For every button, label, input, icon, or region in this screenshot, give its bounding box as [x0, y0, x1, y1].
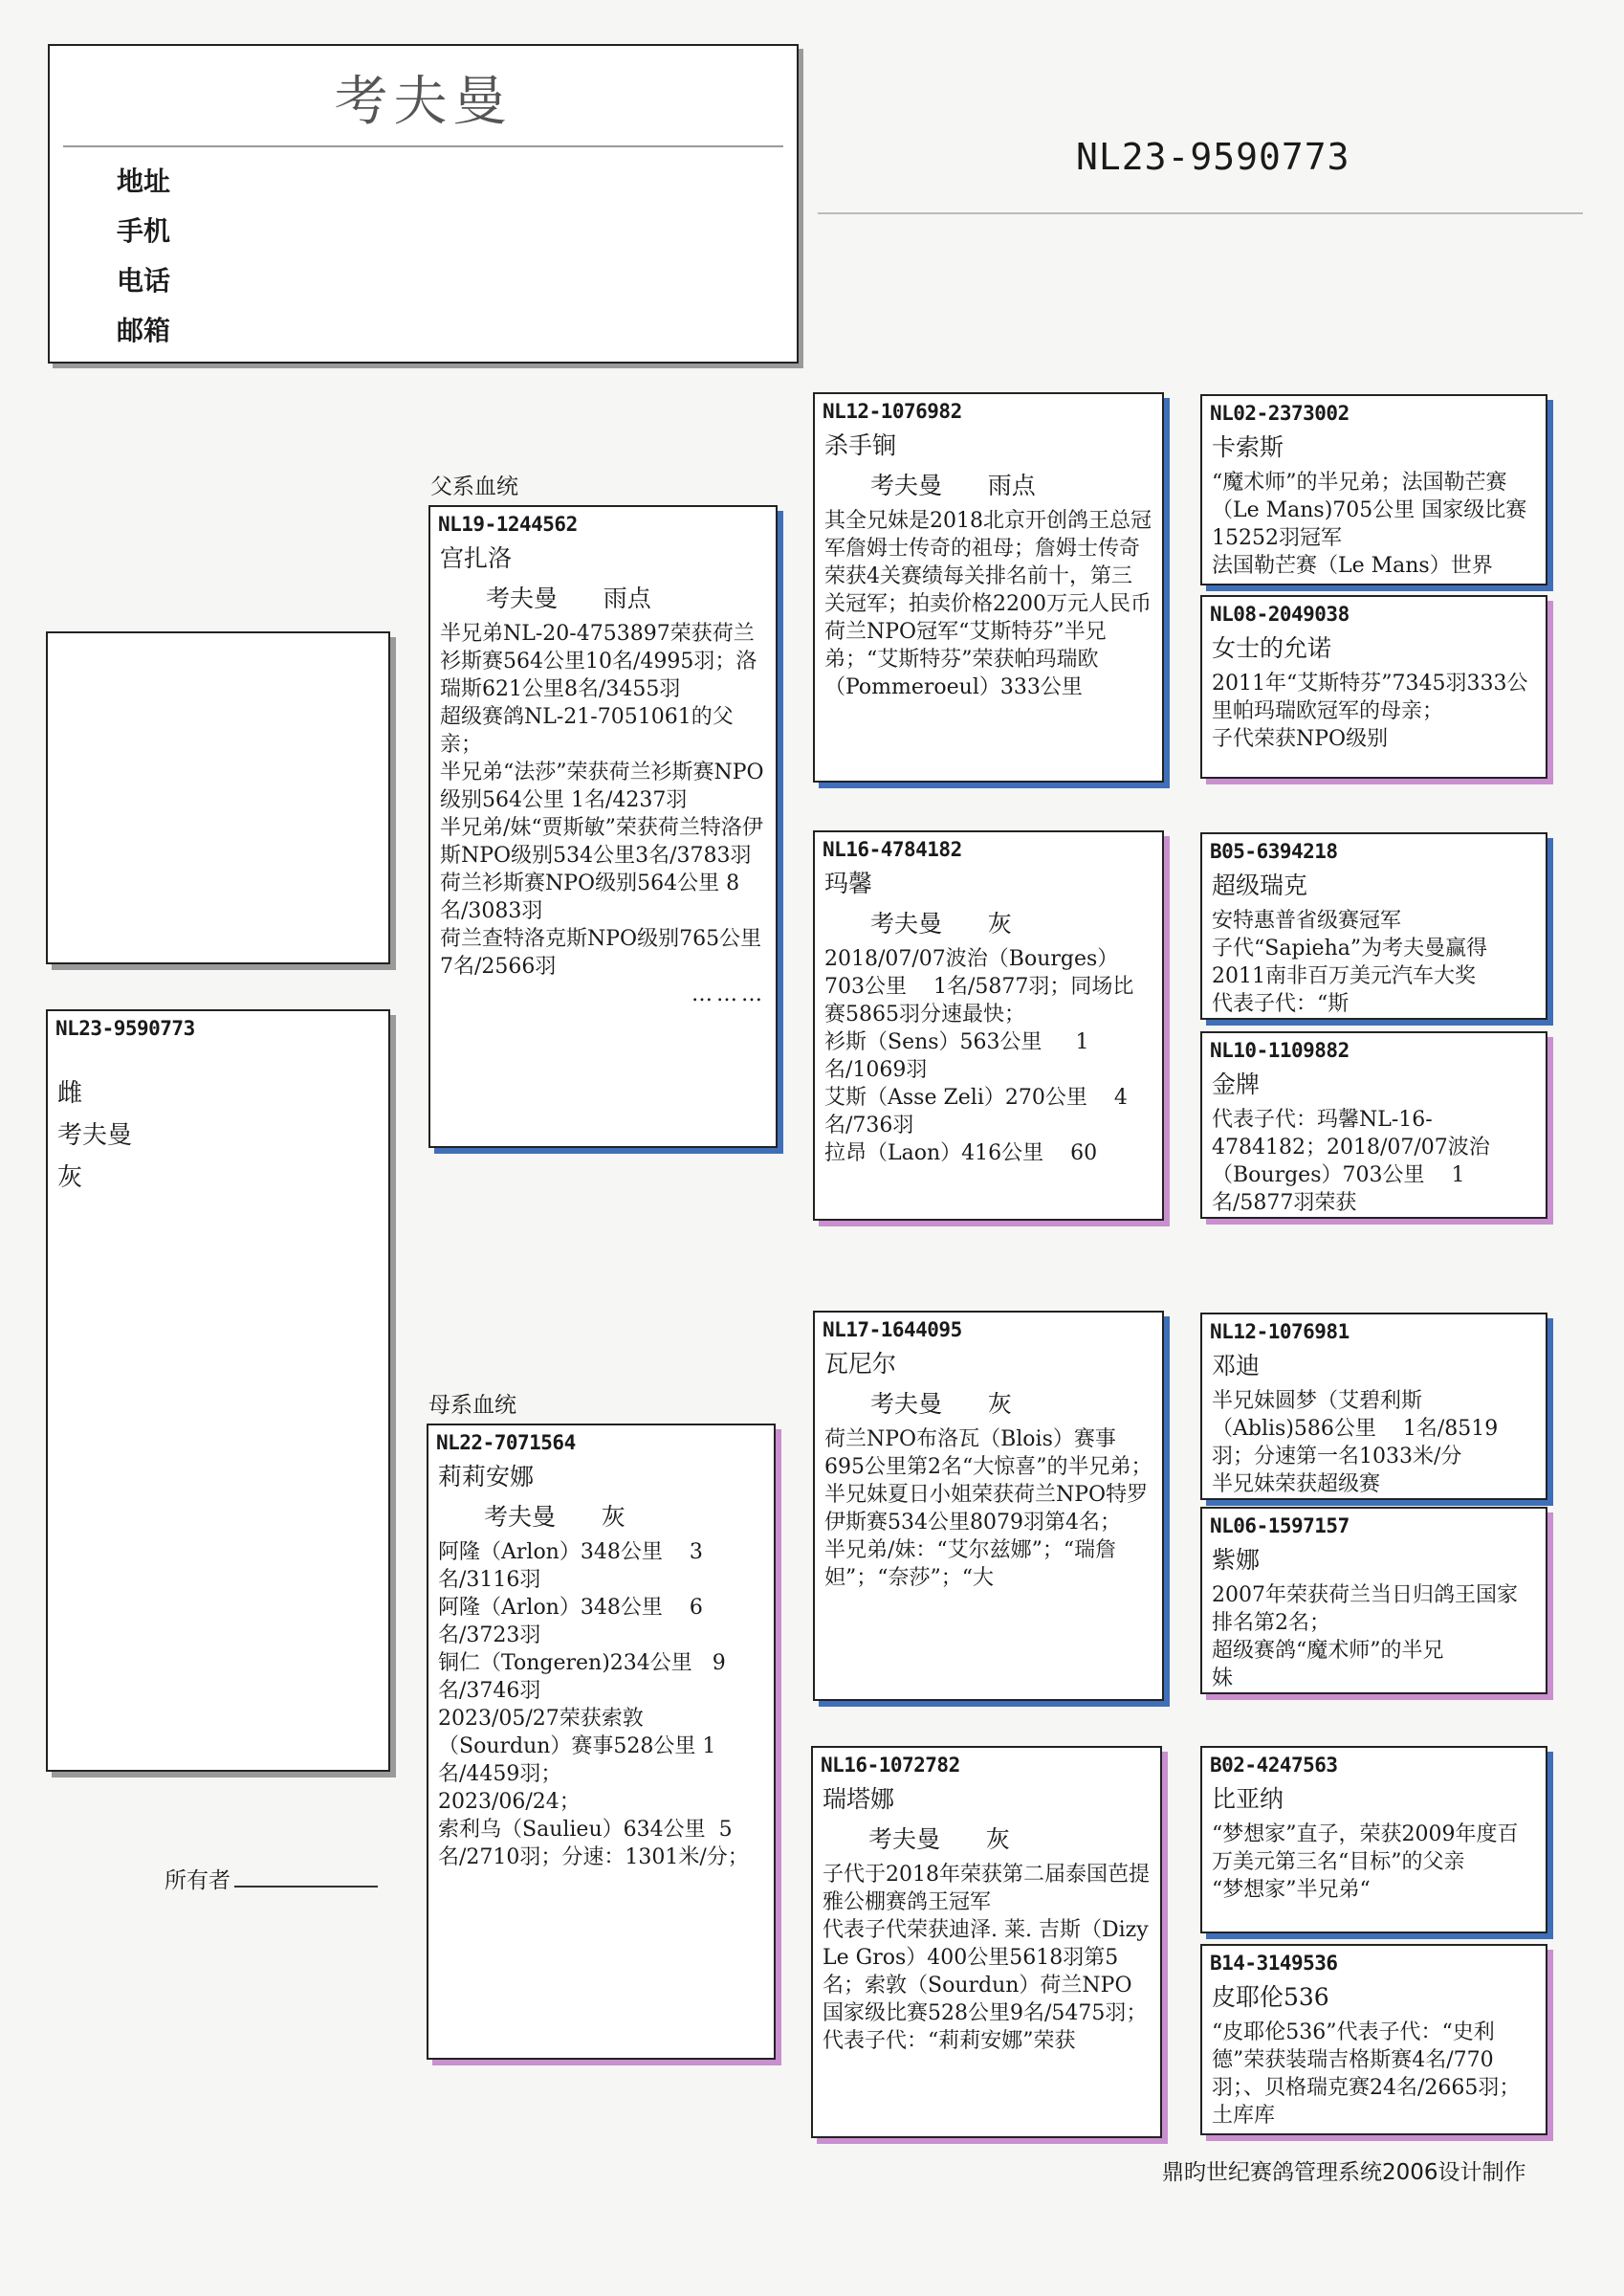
ss-name: 杀手锏 — [824, 431, 897, 459]
top-ring-underline — [818, 212, 1583, 214]
dsd-ring: NL06-1597157 — [1210, 1514, 1350, 1537]
dss-card — [1200, 1313, 1547, 1500]
dsd-name: 紫娜 — [1212, 1546, 1261, 1574]
dam-sire-card — [813, 1311, 1164, 1701]
self-breeder: 考夫曼 — [57, 1121, 133, 1150]
dam-breeder: 考夫曼 — [484, 1503, 557, 1531]
sdd-card — [1200, 1031, 1547, 1219]
sd-name: 玛馨 — [824, 870, 873, 897]
ds-name: 瓦尼尔 — [824, 1350, 897, 1378]
self-ring: NL23-9590773 — [55, 1017, 195, 1040]
ds-color: 灰 — [987, 1390, 1012, 1418]
dam-ring: NL22-7071564 — [436, 1431, 576, 1454]
ss-ring: NL12-1076982 — [823, 400, 962, 423]
dd-ring: NL16-1072782 — [821, 1754, 960, 1777]
sds-info: 安特惠普省级赛冠军 子代“Sapieha”为考夫曼赢得2011南非百万美元汽车大奖 代表子代：“斯 — [1212, 909, 1488, 1016]
ddd-name: 皮耶伦536 — [1212, 1983, 1329, 2011]
dam-dam-card — [811, 1746, 1162, 2138]
sire-meta — [486, 580, 766, 614]
sd-breeder: 考夫曼 — [870, 910, 943, 938]
dd-info: 子代于2018年荣获第二届泰国芭提雅公棚赛鸽王冠军 代表子代荣获迪泽. 莱. 吉斯（Dizy Le Gros）400公里5618羽第5名；索敦（Sourdun）荷兰NPO国家级比赛528公里9名/5475羽； 代表子代：“莉莉安娜”荣获 — [823, 1863, 1150, 2053]
ds-meta — [870, 1385, 1152, 1420]
dds-card — [1200, 1746, 1547, 1933]
ssd-ring: NL08-2049038 — [1210, 603, 1350, 626]
dss-info: 半兄妹圆梦（艾碧利斯（Ablis)586公里 1名/8519羽；分速第一名1033米/分 半兄妹荣获超级赛 — [1212, 1389, 1499, 1496]
ssd-name: 女士的允诺 — [1212, 634, 1332, 662]
sd-info: 2018/07/07波治（Bourges）703公里 1名/5877羽；同场比赛5865羽分速最快； 衫斯（Sens）563公里 1名/1069羽 艾斯（Asse Zeli）270公里 4名/736羽 拉昂（Laon）416公里 60 — [824, 947, 1134, 1165]
dam-color: 灰 — [601, 1503, 625, 1531]
ss-color: 雨点 — [987, 472, 1036, 499]
sd-meta — [870, 905, 1152, 939]
sss-info: “魔术师”的半兄弟；法国勒芒赛（Le Mans)705公里 国家级比赛15252羽冠军 法国勒芒赛（Le Mans）世界 — [1212, 471, 1527, 578]
mobile-label: 手机 — [117, 215, 171, 247]
sire-more: ……… — [691, 982, 766, 1006]
dds-info: “梦想家”直子，荣获2009年度百万美元第三名“目标”的父亲 “梦想家”半兄弟“ — [1212, 1822, 1519, 1902]
ss-meta — [870, 467, 1152, 501]
sdd-name: 金牌 — [1212, 1071, 1261, 1098]
ds-ring: NL17-1644095 — [823, 1318, 962, 1341]
self-sex: 雌 — [57, 1079, 83, 1108]
header-title: 考夫曼 — [334, 71, 513, 133]
owner-label: 所有者 — [165, 1868, 230, 1893]
email-label: 邮箱 — [117, 315, 171, 346]
ddd-info: “皮耶伦536”代表子代：“史利德”荣获装瑞吉格斯赛4名/770羽；、贝格瑞克赛24名/2665羽；土库库 — [1212, 2020, 1521, 2128]
dam-line-label: 母系血统 — [428, 1393, 516, 1418]
sdd-info: 代表子代：玛馨NL-16-4784182；2018/07/07波治（Bourges）703公里 1 名/5877羽荣获 — [1212, 1108, 1490, 1215]
dam-name: 莉莉安娜 — [438, 1463, 535, 1490]
ddd-card — [1200, 1944, 1547, 2135]
sire-dam-card — [813, 830, 1164, 1221]
owner-line — [234, 1886, 378, 1888]
sire-ring: NL19-1244562 — [438, 513, 578, 536]
sire-info: 半兄弟NL-20-4753897荣获荷兰衫斯赛564公里10名/4995羽；洛瑞斯621公里8名/3455羽 超级赛鸽NL-21-7051061的父亲； 半兄弟“法莎”荣获荷兰衫斯赛NPO级别564公里 1名/4237羽 半兄弟/妹“贾斯敏”荣获荷兰特洛伊斯NPO级别534公里3名/3783羽 荷兰衫斯赛NPO级别564公里 8名/3083羽 荷兰查特洛克斯NPO级别765公里7名/2566羽 — [440, 622, 764, 979]
sire-name: 宫扎洛 — [440, 544, 513, 572]
dam-info: 阿隆（Arlon）348公里 3名/3116羽 阿隆（Arlon）348公里 6名/3723羽 铜仁（Tongeren)234公里 9名/3746羽 2023/05/27荣获索敦（Sourdun）赛事528公里 1名/4459羽； 2023/06/24； 索利乌（Saulieu）634公里 5名/2710羽；分速：1301米/分； — [438, 1540, 749, 1869]
sd-color: 灰 — [987, 910, 1012, 938]
phone-label: 电话 — [117, 265, 171, 297]
sdd-ring: NL10-1109882 — [1210, 1039, 1350, 1062]
footer-credit: 鼎昀世纪赛鸽管理系统2006设计制作 — [1162, 2160, 1526, 2185]
self-color: 灰 — [57, 1163, 83, 1192]
dd-name: 瑞塔娜 — [823, 1785, 895, 1813]
dam-meta — [484, 1498, 764, 1533]
top-ring-number: NL23-9590773 — [1076, 136, 1350, 178]
sire-line-label: 父系血统 — [430, 475, 518, 499]
dd-meta — [868, 1821, 1151, 1855]
photo-frame — [46, 631, 390, 964]
sire-breeder: 考夫曼 — [486, 585, 559, 612]
ss-info: 其全兄妹是2018北京开创鸽王总冠军詹姆士传奇的祖母；詹姆士传奇荣获4关赛绩每关排名前十，第三关冠军；拍卖价格2200万元人民币 荷兰NPO冠军“艾斯特芬”半兄弟；“艾斯特芬”荣获帕玛瑞欧（Pommeroeul）333公里 — [824, 509, 1152, 699]
ddd-ring: B14-3149536 — [1210, 1952, 1338, 1975]
sire-sire-card — [813, 392, 1164, 783]
dss-name: 邓迪 — [1212, 1352, 1261, 1380]
ds-breeder: 考夫曼 — [870, 1390, 943, 1418]
sss-ring: NL02-2373002 — [1210, 402, 1350, 425]
sd-ring: NL16-4784182 — [823, 838, 962, 861]
address-label: 地址 — [117, 166, 171, 197]
sire-color: 雨点 — [603, 585, 651, 612]
self-card — [46, 1009, 390, 1772]
header-divider — [63, 145, 783, 147]
header-box — [48, 44, 799, 364]
dd-breeder: 考夫曼 — [868, 1825, 941, 1853]
sds-name: 超级瑞克 — [1212, 872, 1308, 899]
dds-ring: B02-4247563 — [1210, 1754, 1338, 1777]
dsd-info: 2007年荣获荷兰当日归鸽王国家排名第2名； 超级赛鸽“魔术师”的半兄 妹 — [1212, 1583, 1518, 1690]
dam-card — [427, 1424, 776, 2060]
dss-ring: NL12-1076981 — [1210, 1320, 1350, 1343]
sds-card — [1200, 832, 1547, 1020]
sss-card — [1200, 394, 1547, 585]
ssd-info: 2011年“艾斯特芬”7345羽333公里帕玛瑞欧冠军的母亲； 子代荣获NPO级别 — [1212, 672, 1528, 751]
sss-name: 卡索斯 — [1212, 433, 1284, 461]
dd-color: 灰 — [985, 1825, 1010, 1853]
owner-field — [165, 1863, 378, 1894]
sire-card — [428, 505, 778, 1148]
ss-breeder: 考夫曼 — [870, 472, 943, 499]
ssd-card — [1200, 595, 1547, 779]
ds-info: 荷兰NPO布洛瓦（Blois）赛事695公里第2名“大惊喜”的半兄弟； 半兄妹夏日小姐荣获荷兰NPO特罗伊斯赛534公里8079羽第4名； 半兄弟/妹：“艾尔兹娜”；“瑞詹妲”；“奈莎”；“大 — [824, 1427, 1152, 1590]
sds-ring: B05-6394218 — [1210, 840, 1338, 863]
dsd-card — [1200, 1507, 1547, 1694]
dds-name: 比亚纳 — [1212, 1785, 1284, 1813]
